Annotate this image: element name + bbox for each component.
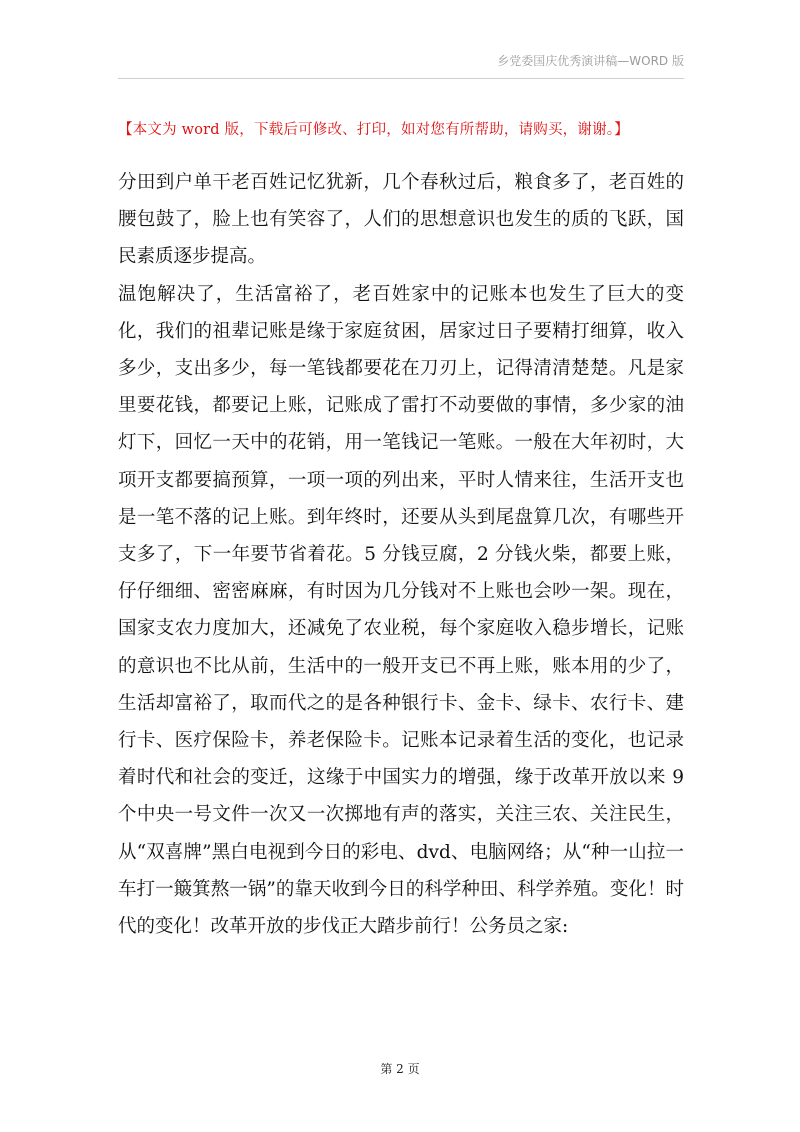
paragraph-2: 温饱解决了，生活富裕了，老百姓家中的记账本也发生了巨大的变化，我们的祖辈记账是缘于家庭贫困，居家过日子要精打细算，收入多少，支出多少，每一笔钱都要花在刀刃上，记得清清楚楚。凡是家里要花钱，都要记上账，记账成了雷打不动要做的事情，多少家的油灯下，回忆一天中的花销，用一笔钱记一笔账。一般在大年初时，大项开支都要搞预算，一项一项的列出来，平时人情来往，生活开支也是一笔不落的记上账。到年终时，还要从头到尾盘算几次，有哪些开支多了，下一年要节省着花。5 分钱豆腐，2 分钱火柴，都要上账，仔仔细细、密密麻麻，有时因为几分钱对不上账也会吵一架。现在，国家支农力度加大，还减免了农业税，每个家庭收入稳步增长，记账的意识也不比从前，生活中的一般开支已不再上账，账本用的少了，生活却富裕了，取而代之的是各种银行卡、金卡、绿卡、农行卡、建行卡、医疗保险卡，养老保险卡。记账本记录着生活的变化，也记录着时代和社会的变迁，这缘于中国实力的增强，缘于改革开放以来 9 个中央一号文件一次又一次掷地有声的落实，关注三农、关注民生，从“双喜牌”黑白电视到今日的彩电、dvd、电脑网络；从“种一山拉一车打一簸箕熬一锅”的靠天收到今日的科学种田、科学养殖。变化！时代的变化！改革开放的步伐正大踏步前行！公务员之家: (118, 283, 684, 938)
document-body (118, 164, 684, 945)
page-number: 第 2 页 (380, 1062, 420, 1076)
page-header-title: 乡党委国庆优秀演讲稿—WORD 版 (497, 54, 684, 68)
header-divider (118, 78, 684, 79)
paragraph-1: 分田到户单干老百姓记忆犹新，几个春秋过后，粮食多了，老百姓的腰包鼓了，脸上也有笑容了，人们的思想意识也发生的质的飞跃，国民素质逐步提高。 (118, 172, 684, 268)
download-notice: 【本文为 word 版，下载后可修改、打印，如对您有所帮助，请购买，谢谢。】 (118, 122, 629, 138)
